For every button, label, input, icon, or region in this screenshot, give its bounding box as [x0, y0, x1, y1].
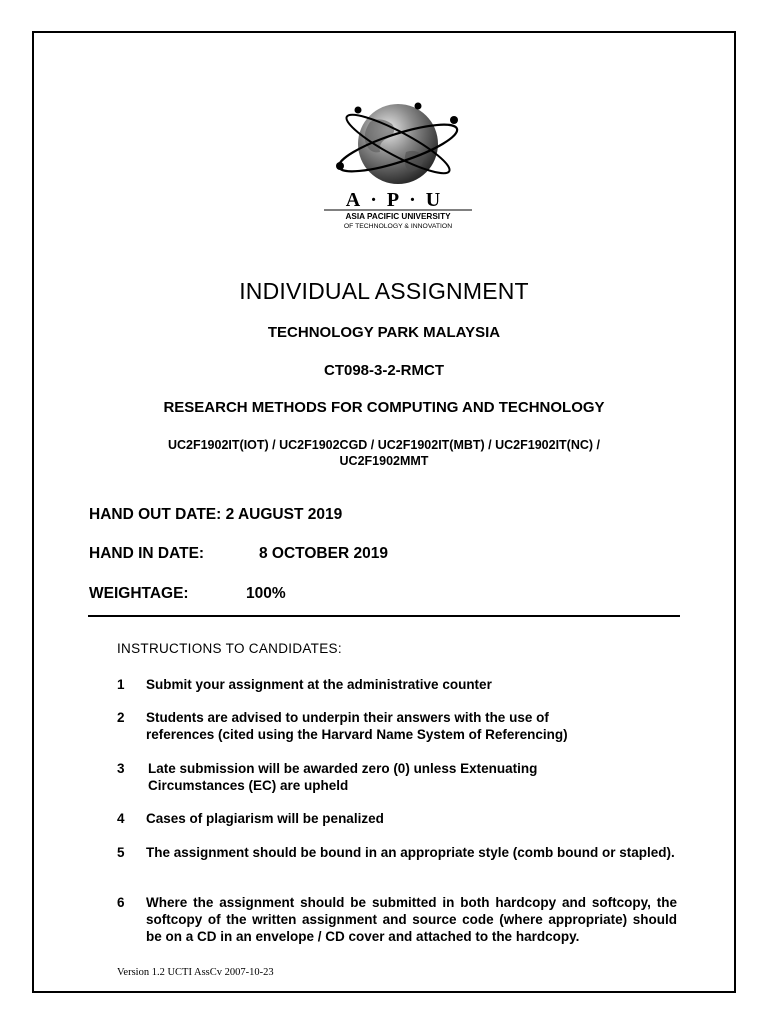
section-divider [88, 615, 680, 617]
hand-in-value: 8 OCTOBER 2019 [259, 545, 388, 562]
instruction-text: Late submission will be awarded zero (0) unless Extenuating Circumstances (EC) are upheld [148, 761, 538, 793]
instruction-text: The assignment should be bound in an appropriate style (comb bound or stapled). [146, 845, 675, 860]
version-footer: Version 1.2 UCTI AssCv 2007-10-23 [117, 967, 274, 978]
campus-name: TECHNOLOGY PARK MALAYSIA [267, 324, 501, 341]
hand-out-date [89, 506, 342, 524]
instruction-number: 1 [117, 677, 125, 692]
instruction-text: Students are advised to underpin their answers with the use of references (cited using the Harvard Name System of Referencing) [146, 710, 568, 742]
intake-codes-line2: UC2F1902MMT [339, 454, 429, 468]
module-code: CT098-3-2-RMCT [323, 362, 444, 379]
globe-orbit-icon [335, 103, 462, 185]
hand-out-label: HAND OUT DATE: [89, 506, 222, 523]
weightage-value: 100% [246, 585, 286, 602]
instructions-heading: INSTRUCTIONS TO CANDIDATES: [117, 641, 342, 656]
instruction-text: Submit your assignment at the administrative counter [146, 677, 492, 692]
intake-codes-line1: UC2F1902IT(IOT) / UC2F1902CGD / UC2F1902IT(MBT) / UC2F1902IT(NC) / [167, 438, 601, 452]
logo-letters: A·P·U [345, 189, 451, 211]
instruction-number: 4 [117, 811, 125, 826]
hand-in-date [89, 545, 388, 563]
instruction-number: 2 [117, 710, 125, 725]
assignment-title: INDIVIDUAL ASSIGNMENT [239, 278, 529, 304]
instruction-number: 3 [117, 761, 125, 776]
weightage-label: WEIGHTAGE: [89, 585, 189, 602]
logo-line1: ASIA PACIFIC UNIVERSITY [345, 212, 451, 221]
instruction-text: Cases of plagiarism will be penalized [146, 811, 384, 826]
hand-in-label: HAND IN DATE: [89, 545, 205, 562]
instruction-number: 5 [117, 845, 125, 860]
apu-logo [318, 92, 478, 232]
logo-line2: OF TECHNOLOGY & INNOVATION [343, 223, 453, 230]
instruction-text: Where the assignment should be submitted in both hardcopy and softcopy, the softcopy of the written assignment and source code (where appropriate) should be on a CD in an envelope / CD cover and attached to the hardcopy. [146, 895, 677, 944]
hand-out-value: 2 AUGUST 2019 [225, 506, 343, 523]
instruction-number: 6 [117, 895, 125, 910]
module-name: RESEARCH METHODS FOR COMPUTING AND TECHNOLOGY [163, 399, 605, 416]
intake-codes [0, 437, 768, 469]
weightage [89, 585, 286, 603]
